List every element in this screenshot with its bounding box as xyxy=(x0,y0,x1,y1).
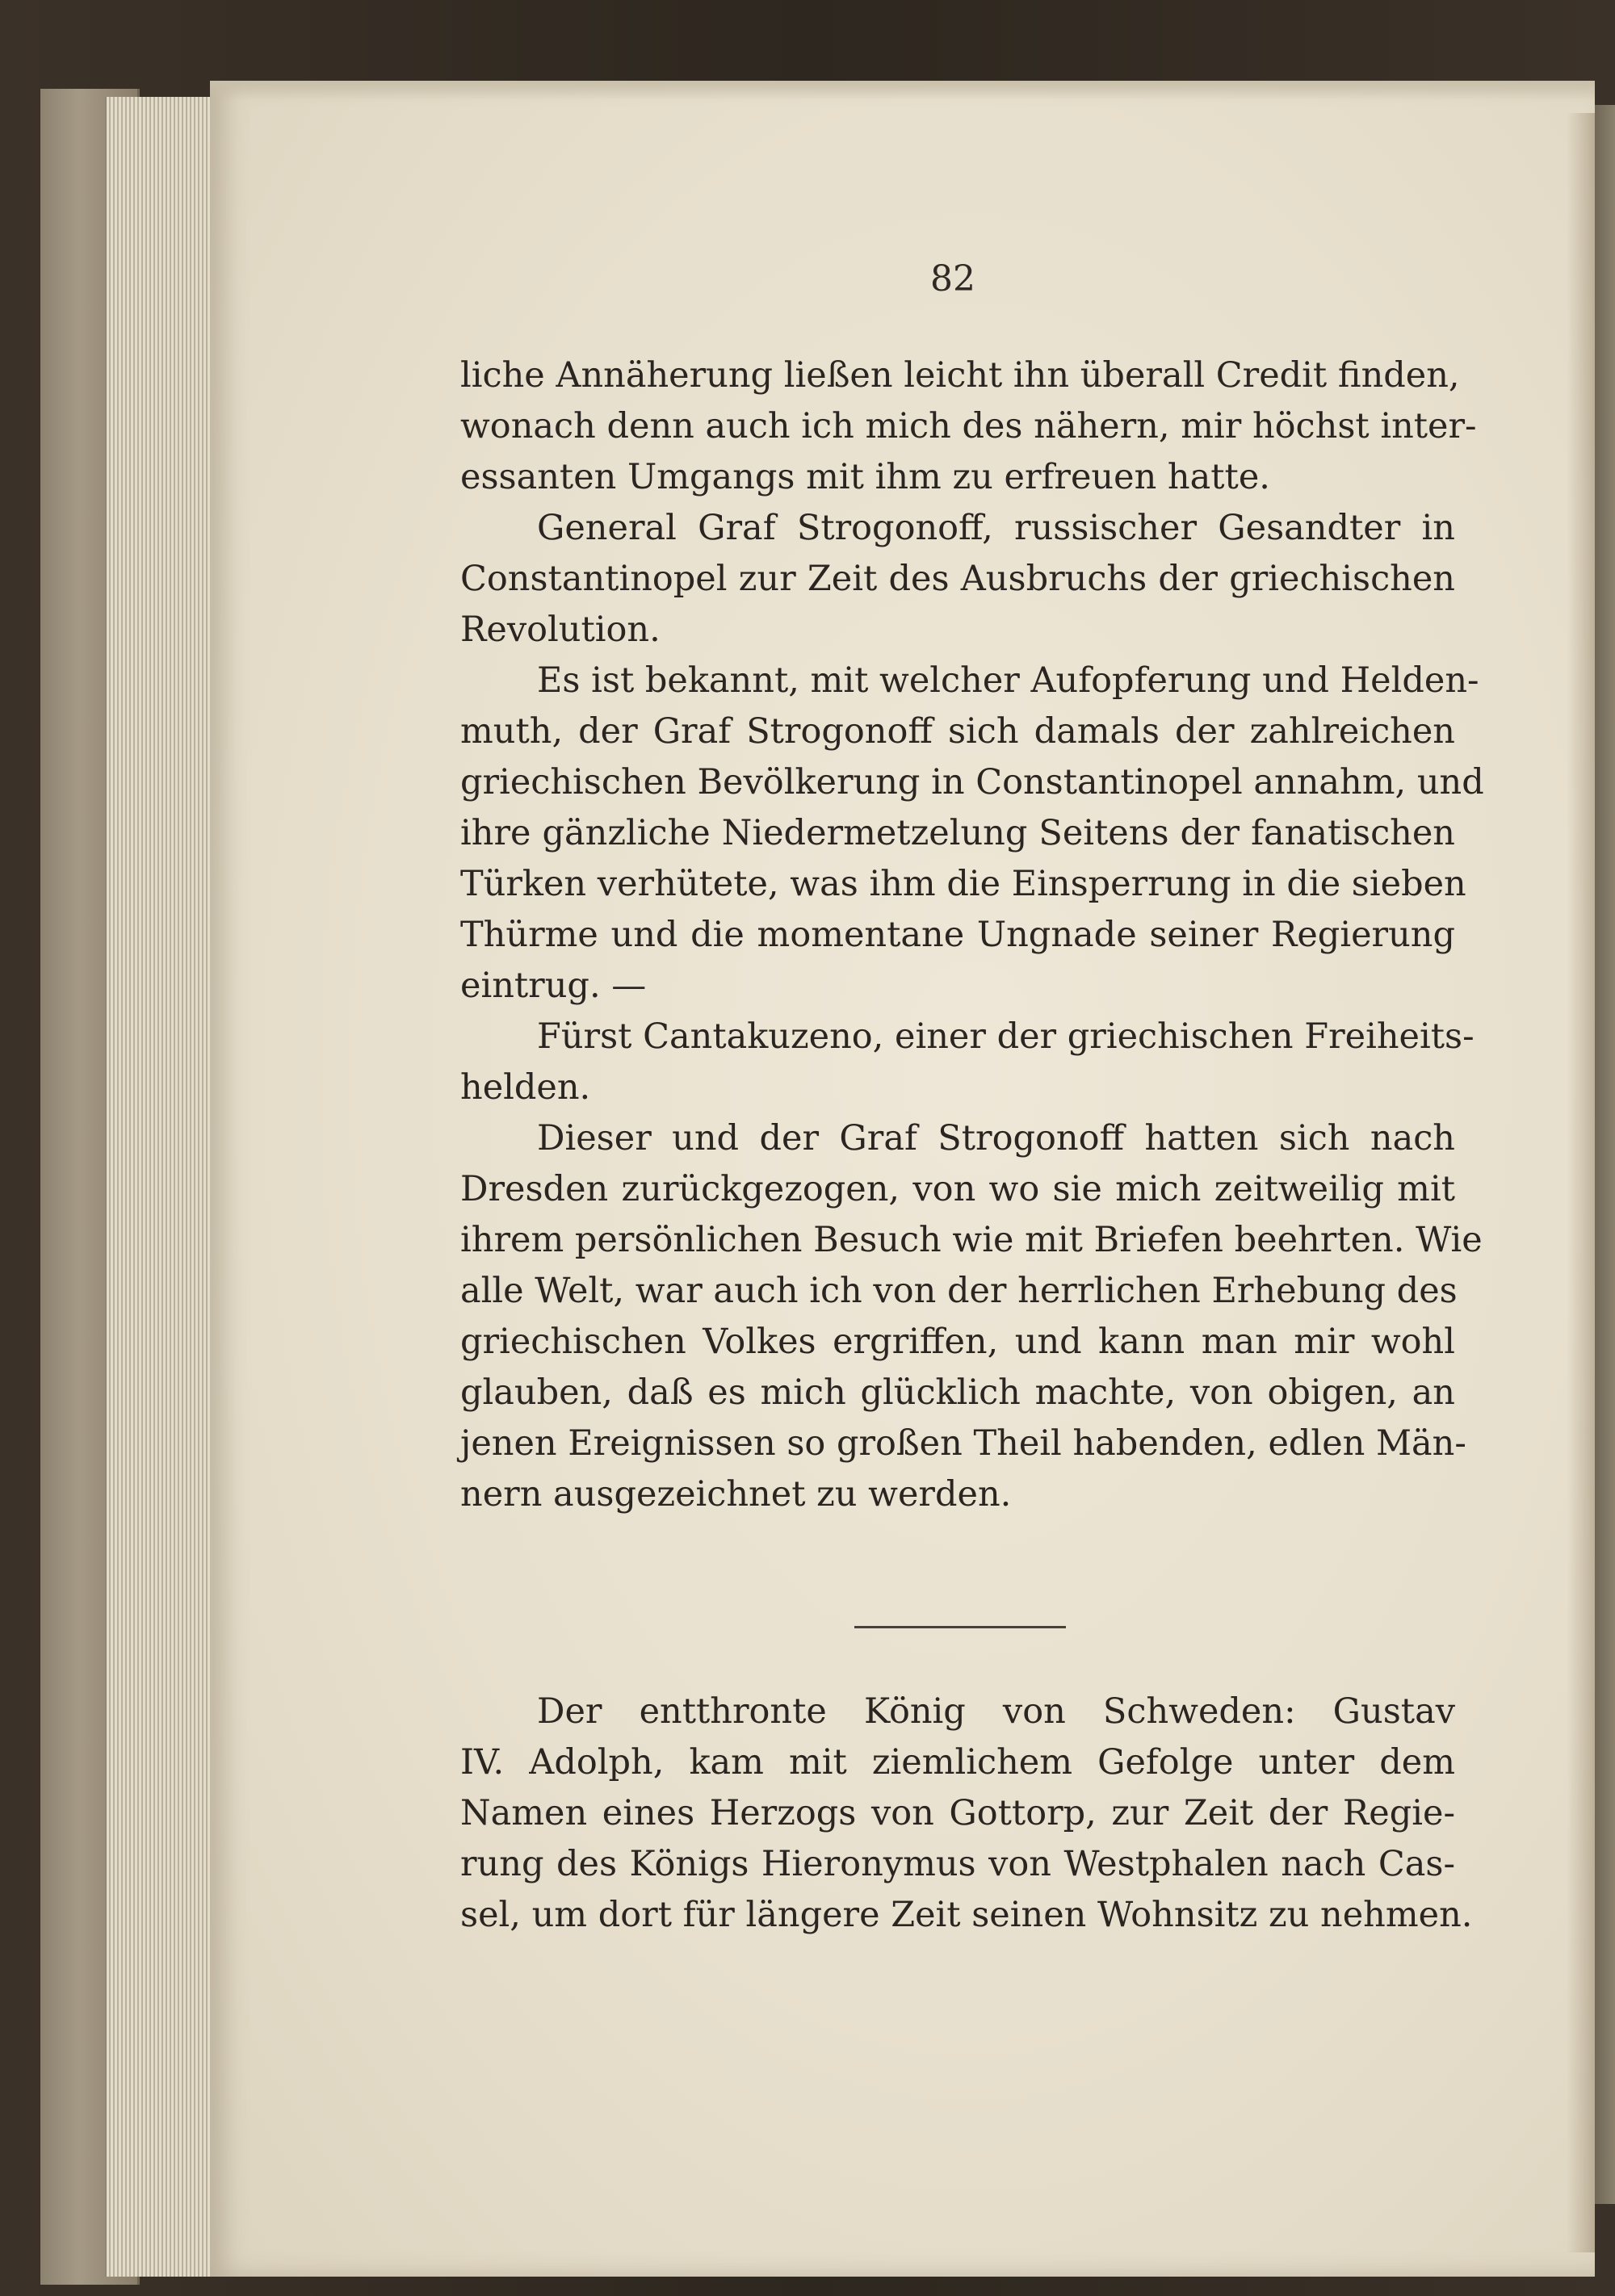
text-line: essanten Umgangs mit ihm zu erfreuen hatte. xyxy=(460,457,1270,497)
text-line: eintrug. — xyxy=(460,966,647,1006)
text-line: Türken verhütete, was ihm die Einsperrung in die sieben xyxy=(460,864,1466,904)
text-line: Es ist bekannt, mit welcher Aufopferung und Helden- xyxy=(537,660,1479,701)
gutter-shadow xyxy=(1567,113,1595,2252)
text-line: Dieser und der Graf Strogonoff hatten sich nach xyxy=(537,1118,1455,1158)
text-line: Revolution. xyxy=(460,610,661,650)
text-line: Fürst Cantakuzeno, einer der griechischen Freiheits- xyxy=(537,1016,1474,1057)
text-line: griechischen Volkes ergriffen, und kann man mir wohl xyxy=(460,1322,1455,1362)
text-line: Dresden zurückgezogen, von wo sie mich zeitweilig mit xyxy=(460,1169,1455,1209)
text-line: liche Annäherung ließen leicht ihn überall Credit finden, xyxy=(460,355,1460,396)
text-line: rung des Königs Hieronymus von Westphalen nach Cas- xyxy=(460,1844,1455,1884)
text-line: nern ausgezeichnet zu werden. xyxy=(460,1474,1012,1515)
text-line: sel, um dort für längere Zeit seinen Wohnsitz zu nehmen. xyxy=(460,1895,1473,1935)
text-line: Der entthronte König von Schweden: Gustav xyxy=(537,1691,1455,1732)
text-line: ihrem persönlichen Besuch wie mit Briefen beehrten. Wie xyxy=(460,1220,1483,1260)
text-line: Constantinopel zur Zeit des Ausbruchs der griechischen xyxy=(460,559,1455,599)
text-line: ihre gänzliche Niedermetzelung Seitens der fanatischen xyxy=(460,813,1455,853)
text-line: jenen Ereignissen so großen Theil habenden, edlen Män- xyxy=(460,1423,1466,1464)
text-line: General Graf Strogonoff, russischer Gesandter in xyxy=(537,508,1455,548)
text-line: glauben, daß es mich glücklich machte, von obigen, an xyxy=(460,1372,1455,1413)
text-line: wonach denn auch ich mich des nähern, mir höchst inter- xyxy=(460,406,1477,446)
section-divider xyxy=(854,1626,1066,1628)
text-line: Namen eines Herzogs von Gottorp, zur Zeit der Regie- xyxy=(460,1793,1455,1833)
text-line: muth, der Graf Strogonoff sich damals der zahlreichen xyxy=(460,711,1455,752)
text-line: helden. xyxy=(460,1067,591,1108)
text-line: griechischen Bevölkerung in Constantinopel annahm, und xyxy=(460,762,1484,802)
text-line: IV. Adolph, kam mit ziemlichem Gefolge unter dem xyxy=(460,1742,1455,1783)
text-line: Thürme und die momentane Ungnade seiner Regierung xyxy=(460,915,1455,955)
page-top-edge xyxy=(210,81,1595,100)
text-line: alle Welt, war auch ich von der herrlichen Erhebung des xyxy=(460,1271,1458,1311)
page-number: 82 xyxy=(930,258,975,300)
book-cover-right xyxy=(1595,105,1615,2204)
